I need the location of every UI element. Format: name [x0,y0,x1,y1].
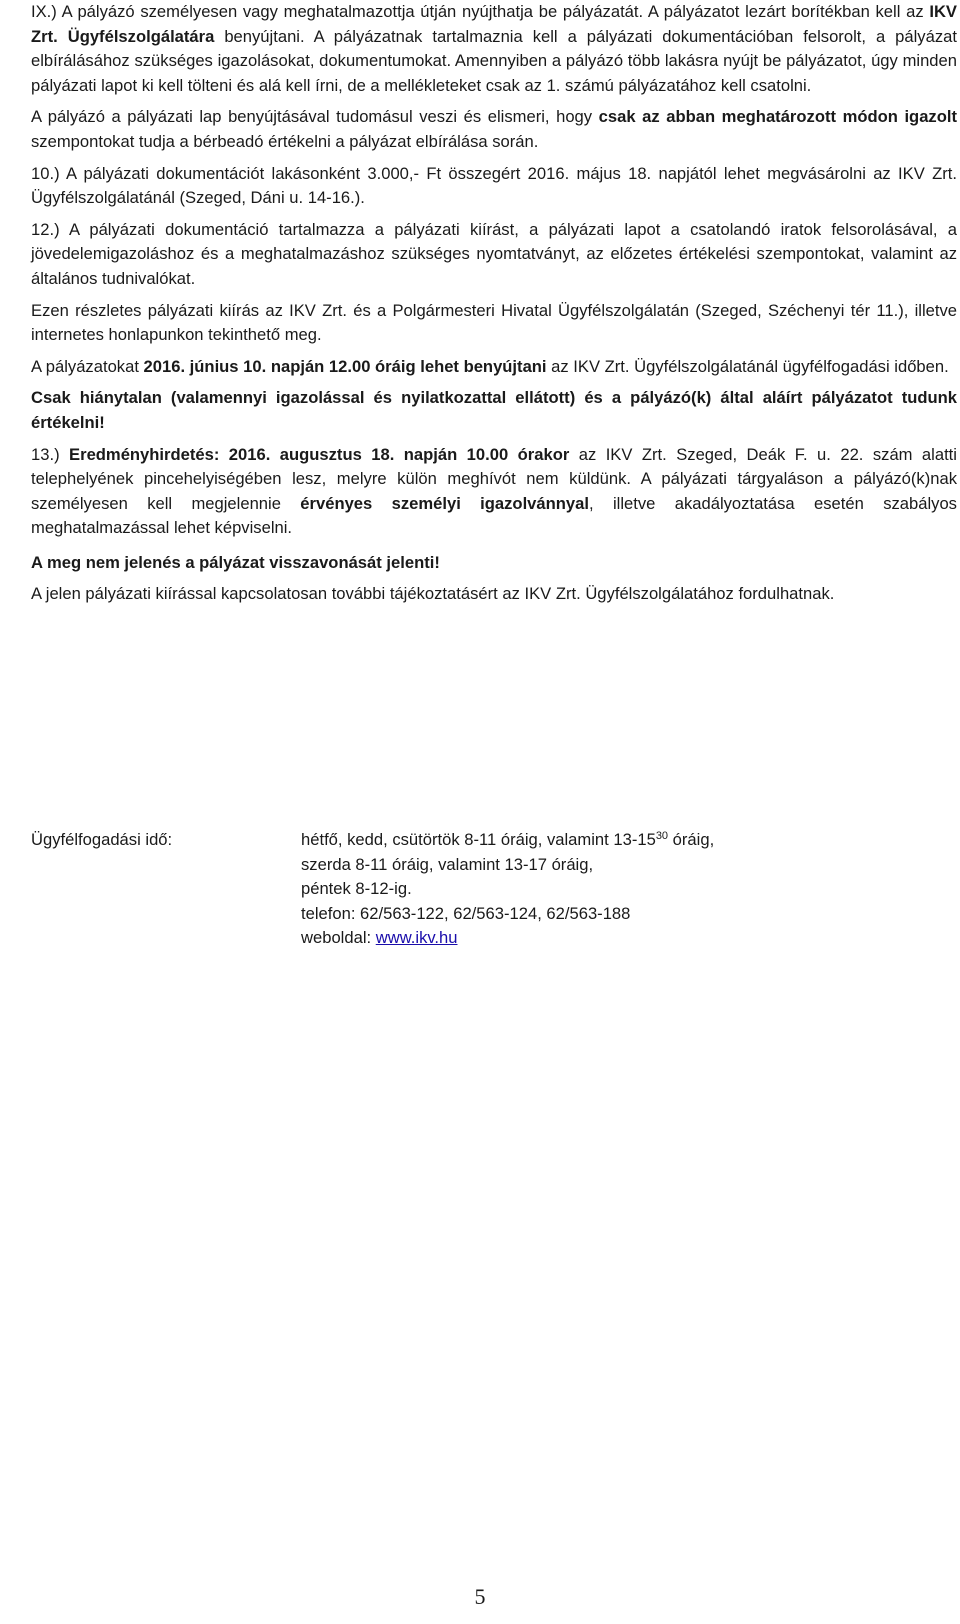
bold-text: IKV Zrt. Ügyfélszolgálatára [31,2,957,46]
page-number: 5 [474,1584,486,1609]
paragraph-details: Ezen részletes pályázati kiírás az IKV Zrt. és a Polgármesteri Hivatal Ügyfélszolgálatán (Szeged, Széchenyi tér 11.), illetve internetes honlapunkon tekinthető meg. [31,300,957,345]
paragraph-ix: IX.) A pályázó személyesen vagy meghatalmazottja útján nyújthatja be pályázatát. A pályázatot lezárt borítékban kell az IKV Zrt. Ügyfélszolgálatára benyújtani. A pályázatnak tartalmaznia kell a pályázati dokumentációban felsorolt, a pályázat elbírálásához szükséges igazolásokat, dokumentumokat. Amennyiben a pályázó több lakásra nyújt be pályázatot, úgy minden pályázati lapot ki kell tölteni és alá kell írni, de a mellékleteket csak az 1. számú pályázatához kell csatolni. [31,2,957,95]
spacer [31,541,957,551]
paragraph-10: 10.) A pályázati dokumentációt lakásonként 3.000,- Ft összegért 2016. május 18. napjától lehet megvásárolni az IKV Zrt. Ügyfélszolgálatánál (Szeged, Dáni u. 14-16.). [31,163,957,208]
hours-wednesday: szerda 8-11 óráig, valamint 13-17 óráig, [301,854,594,874]
bold-text: 2016. június 10. napján 12.00 óráig lehet benyújtani [143,356,547,376]
paragraph-complete-only [31,386,957,435]
bold-text: A meg nem jelenés a pályázat visszavonását jelenti! [31,552,440,572]
document-body [31,0,957,607]
bold-text: érvényes személyi igazolvánnyal [300,493,589,513]
website-line: weboldal: www.ikv.hu [301,928,458,948]
paragraph-13: 13.) Eredményhirdetés: 2016. augusztus 18. napján 10.00 órakor az IKV Zrt. Szeged, Deák F. u. 22. szám alatti telephelyének pincehelyiségében lesz, melyre külön meghívót nem küldünk. A pályázati tárgyaláson a pályázó(k)nak személyesen kell megjelennie érvényes személyi igazolvánnyal, illetve akadályoztatása esetén szabályos meghatalmazással lehet képviselni. [31,444,957,538]
phone-numbers: telefon: 62/563-122, 62/563-124, 62/563-188 [301,903,631,923]
superscript-minutes: 30 [655,830,669,842]
hours-mon-tue-thu: hétfő, kedd, csütörtök 8-11 óráig, valamint $13-15^{30}$ óráig, [301,830,715,849]
paragraph-acknowledgement: A pályázó a pályázati lap benyújtásával tudomásul veszi és elismeri, hogy csak az abban meghatározott módon igazolt szempontokat tudja a bérbeadó értékelni a pályázat elbírálása során. [31,107,957,151]
paragraph-deadline: A pályázatokat 2016. június 10. napján 12.00 óráig lehet benyújtani az IKV Zrt. Ügyfélszolgálatánál ügyfélfogadási időben. [31,356,949,376]
paragraph-12: 12.) A pályázati dokumentáció tartalmazza a pályázati kiírást, a pályázati lapot a csatolandó iratok felsorolásával, a jövedelemigazoláshoz és a meghatalmazáshoz szükséges nyomtatványt, az előzetes értékelési szempontokat, valamint az általános tudnivalókat. [31,219,957,288]
paragraph-no-show [31,551,957,576]
paragraph-contact: A jelen pályázati kiírással kapcsolatosan további tájékoztatásért az IKV Zrt. Ügyfélszolgálatához fordulhatnak. [31,584,835,604]
hours-friday: péntek 8-12-ig. [301,879,412,899]
bold-text: Eredményhirdetés: 2016. augusztus 18. napján 10.00 órakor [69,444,570,464]
bold-text: Csak hiánytalan (valamennyi igazolással és nyilatkozattal ellátott) és a pályázó(k) által aláírt pályázatot tudunk értékelni! [31,388,957,432]
bold-text: csak az abban meghatározott módon igazolt [598,107,957,127]
office-hours-label: Ügyfélfogadási idő: [31,830,173,849]
office-hours-lines [301,828,941,951]
website-link[interactable]: www.ikv.hu [375,928,458,948]
